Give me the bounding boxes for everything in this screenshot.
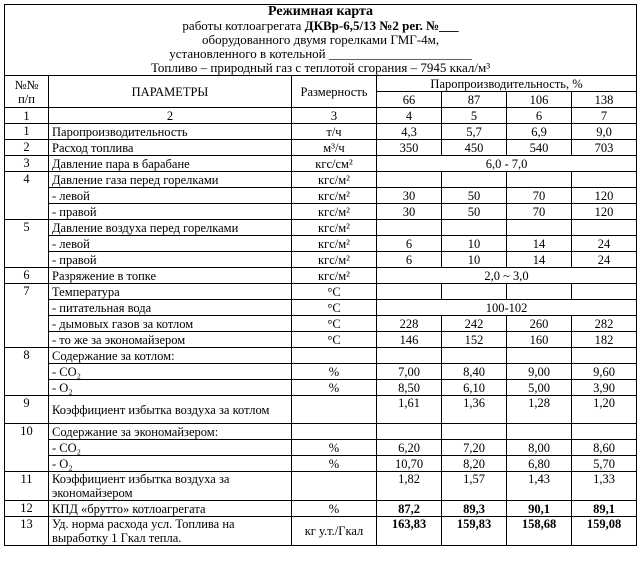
unit-cell: % xyxy=(292,501,377,517)
param-subitem: - левой xyxy=(49,236,292,252)
unit-cell: кгс/см² xyxy=(292,156,377,172)
value-cell: 260 xyxy=(507,316,572,332)
unit-cell: кгс/м² xyxy=(292,220,377,236)
value-cell: 30 xyxy=(377,204,442,220)
unit-cell: м³/ч xyxy=(292,140,377,156)
unit-cell: кгс/м² xyxy=(292,252,377,268)
param-subitem: - левой xyxy=(49,188,292,204)
row-number: 8 xyxy=(5,348,49,396)
empty-cell xyxy=(507,284,572,300)
param-row xyxy=(5,332,637,348)
empty-cell xyxy=(442,220,507,236)
row-number: 9 xyxy=(5,396,49,424)
param-name: Разряжение в топке xyxy=(49,268,292,284)
range-value: 100-102 xyxy=(377,300,637,316)
param-row xyxy=(5,456,637,472)
param-row xyxy=(5,424,637,440)
value-cell: 7,00 xyxy=(377,364,442,380)
param-name: Коэффициент избытка воздуха за экономайзером xyxy=(49,472,292,501)
value-cell: 14 xyxy=(507,236,572,252)
value-cell: 4,3 xyxy=(377,124,442,140)
header-row xyxy=(5,5,637,76)
param-row xyxy=(5,140,637,156)
row-number: 2 xyxy=(5,140,49,156)
row-number: 13 xyxy=(5,517,49,546)
value-cell: 8,60 xyxy=(572,440,637,456)
row-number: 11 xyxy=(5,472,49,501)
value-cell: 350 xyxy=(377,140,442,156)
param-subitem: - СО₂ xyxy=(49,364,292,380)
unit-cell: °С xyxy=(292,300,377,316)
value-cell: 7,20 xyxy=(442,440,507,456)
param-name: Расход топлива xyxy=(49,140,292,156)
value-cell: 24 xyxy=(572,252,637,268)
row-number: 5 xyxy=(5,220,49,268)
param-subitem: - правой xyxy=(49,204,292,220)
value-cell: 9,00 xyxy=(507,364,572,380)
param-row xyxy=(5,440,637,456)
header-line-1-prefix: работы котлоагрегата xyxy=(182,18,302,33)
unit-cell: кг у.т./Гкал xyxy=(292,517,377,546)
row-number: 3 xyxy=(5,156,49,172)
param-subitem: - правой xyxy=(49,252,292,268)
unit-cell: т/ч xyxy=(292,124,377,140)
empty-cell xyxy=(377,284,442,300)
value-cell: 159,83 xyxy=(442,517,507,546)
range-value: 2,0 ~ 3,0 xyxy=(377,268,637,284)
load-106: 106 xyxy=(507,92,572,108)
empty-cell xyxy=(377,220,442,236)
value-cell: 10 xyxy=(442,252,507,268)
empty-cell xyxy=(377,172,442,188)
col-params-header: ПАРАМЕТРЫ xyxy=(49,76,292,108)
value-cell: 8,50 xyxy=(377,380,442,396)
value-cell: 160 xyxy=(507,332,572,348)
header-line-4: Топливо – природный газ с теплотой сгорания – 7945 ккал/м³ xyxy=(150,60,491,75)
index-cell: 1 xyxy=(5,108,49,124)
row-number: 10 xyxy=(5,424,49,472)
param-row xyxy=(5,300,637,316)
value-cell: 1,82 xyxy=(377,472,442,501)
index-cell: 6 xyxy=(507,108,572,124)
param-row xyxy=(5,156,637,172)
param-name: Давление газа перед горелками xyxy=(49,172,292,188)
param-row xyxy=(5,316,637,332)
value-cell: 6,9 xyxy=(507,124,572,140)
value-cell: 50 xyxy=(442,204,507,220)
value-cell: 8,20 xyxy=(442,456,507,472)
value-cell: 89,3 xyxy=(442,501,507,517)
value-cell: 1,36 xyxy=(442,396,507,424)
value-cell: 163,83 xyxy=(377,517,442,546)
param-subitem: - то же за экономайзером xyxy=(49,332,292,348)
param-name: Температура xyxy=(49,284,292,300)
load-138: 138 xyxy=(572,92,637,108)
value-cell: 9,0 xyxy=(572,124,637,140)
index-cell: 5 xyxy=(442,108,507,124)
card-title: Режимная карта xyxy=(268,4,374,19)
value-cell: 50 xyxy=(442,188,507,204)
empty-cell xyxy=(442,424,507,440)
index-cell: 7 xyxy=(572,108,637,124)
range-value: 6,0 - 7,0 xyxy=(377,156,637,172)
unit-cell xyxy=(292,472,377,501)
param-row xyxy=(5,364,637,380)
param-name: Коэффициент избытка воздуха за котлом xyxy=(49,396,292,424)
value-cell: 3,90 xyxy=(572,380,637,396)
row-number: 4 xyxy=(5,172,49,220)
index-cell: 2 xyxy=(49,108,292,124)
value-cell: 182 xyxy=(572,332,637,348)
col-productivity-header: Паропроизводительность, % xyxy=(377,76,637,92)
index-cell: 3 xyxy=(292,108,377,124)
value-cell: 14 xyxy=(507,252,572,268)
unit-cell: кгс/м² xyxy=(292,268,377,284)
unit-cell: % xyxy=(292,456,377,472)
value-cell: 6 xyxy=(377,236,442,252)
param-subitem: - СО₂ xyxy=(49,440,292,456)
param-subitem: - О₂ xyxy=(49,380,292,396)
value-cell: 5,7 xyxy=(442,124,507,140)
unit-cell: кгс/м² xyxy=(292,188,377,204)
param-row xyxy=(5,348,637,364)
empty-cell xyxy=(507,172,572,188)
value-cell: 87,2 xyxy=(377,501,442,517)
empty-cell xyxy=(442,172,507,188)
col-unit-header: Размерность xyxy=(292,76,377,108)
param-row xyxy=(5,268,637,284)
column-header-row xyxy=(5,76,637,92)
value-cell: 24 xyxy=(572,236,637,252)
param-row xyxy=(5,236,637,252)
empty-cell xyxy=(572,424,637,440)
value-cell: 146 xyxy=(377,332,442,348)
header-line-2: оборудованного двумя горелками ГМГ-4м, xyxy=(202,32,440,47)
unit-cell: % xyxy=(292,364,377,380)
param-row xyxy=(5,380,637,396)
col-num-header: №№ п/п xyxy=(5,76,49,108)
value-cell: 158,68 xyxy=(507,517,572,546)
param-row xyxy=(5,472,637,501)
value-cell: 5,70 xyxy=(572,456,637,472)
param-row xyxy=(5,188,637,204)
param-subitem: - О₂ xyxy=(49,456,292,472)
value-cell: 1,61 xyxy=(377,396,442,424)
param-row xyxy=(5,501,637,517)
value-cell: 450 xyxy=(442,140,507,156)
unit-cell: кгс/м² xyxy=(292,172,377,188)
index-cell: 4 xyxy=(377,108,442,124)
regime-table xyxy=(4,4,637,546)
param-row xyxy=(5,517,637,546)
value-cell: 8,00 xyxy=(507,440,572,456)
param-row xyxy=(5,124,637,140)
param-row xyxy=(5,396,637,424)
empty-cell xyxy=(572,284,637,300)
param-name: КПД «брутто» котлоагрегата xyxy=(49,501,292,517)
load-66: 66 xyxy=(377,92,442,108)
value-cell: 703 xyxy=(572,140,637,156)
empty-cell xyxy=(442,284,507,300)
value-cell: 6 xyxy=(377,252,442,268)
index-row xyxy=(5,108,637,124)
value-cell: 540 xyxy=(507,140,572,156)
unit-cell: кгс/м² xyxy=(292,236,377,252)
header-line-3: установленного в котельной ______________________ xyxy=(169,46,472,61)
value-cell: 30 xyxy=(377,188,442,204)
value-cell: 70 xyxy=(507,204,572,220)
unit-cell xyxy=(292,396,377,424)
param-name: Давление воздуха перед горелками xyxy=(49,220,292,236)
param-name: Паропроизводительность xyxy=(49,124,292,140)
value-cell: 10,70 xyxy=(377,456,442,472)
value-cell: 120 xyxy=(572,204,637,220)
value-cell: 1,43 xyxy=(507,472,572,501)
unit-cell xyxy=(292,424,377,440)
param-subitem: - питательная вода xyxy=(49,300,292,316)
value-cell: 228 xyxy=(377,316,442,332)
value-cell: 1,20 xyxy=(572,396,637,424)
value-cell: 10 xyxy=(442,236,507,252)
value-cell: 282 xyxy=(572,316,637,332)
value-cell: 9,60 xyxy=(572,364,637,380)
regime-card xyxy=(4,4,636,546)
param-row xyxy=(5,220,637,236)
param-subitem: - дымовых газов за котлом xyxy=(49,316,292,332)
value-cell: 6,20 xyxy=(377,440,442,456)
value-cell: 6,10 xyxy=(442,380,507,396)
empty-cell xyxy=(572,220,637,236)
empty-cell xyxy=(507,348,572,364)
unit-cell: % xyxy=(292,440,377,456)
empty-cell xyxy=(377,424,442,440)
empty-cell xyxy=(507,220,572,236)
empty-cell xyxy=(572,172,637,188)
empty-cell xyxy=(442,348,507,364)
unit-cell: % xyxy=(292,380,377,396)
empty-cell xyxy=(572,348,637,364)
load-87: 87 xyxy=(442,92,507,108)
value-cell: 5,00 xyxy=(507,380,572,396)
value-cell: 1,57 xyxy=(442,472,507,501)
value-cell: 120 xyxy=(572,188,637,204)
value-cell: 242 xyxy=(442,316,507,332)
param-row xyxy=(5,252,637,268)
value-cell: 6,80 xyxy=(507,456,572,472)
unit-cell: кгс/м² xyxy=(292,204,377,220)
header-block xyxy=(5,5,637,76)
param-row xyxy=(5,204,637,220)
empty-cell xyxy=(377,348,442,364)
row-number: 12 xyxy=(5,501,49,517)
param-name: Уд. норма расхода усл. Топлива на выработку 1 Гкал тепла. xyxy=(49,517,292,546)
unit-cell: °С xyxy=(292,332,377,348)
row-number: 1 xyxy=(5,124,49,140)
value-cell: 89,1 xyxy=(572,501,637,517)
row-number: 6 xyxy=(5,268,49,284)
param-name: Содержание за экономайзером: xyxy=(49,424,292,440)
unit-cell: °С xyxy=(292,284,377,300)
param-name: Давление пара в барабане xyxy=(49,156,292,172)
row-number: 7 xyxy=(5,284,49,348)
value-cell: 70 xyxy=(507,188,572,204)
param-row xyxy=(5,172,637,188)
value-cell: 159,08 xyxy=(572,517,637,546)
unit-cell: °С xyxy=(292,316,377,332)
header-line-1 xyxy=(8,19,633,33)
value-cell: 1,28 xyxy=(507,396,572,424)
value-cell: 1,33 xyxy=(572,472,637,501)
value-cell: 152 xyxy=(442,332,507,348)
param-row xyxy=(5,284,637,300)
param-name: Содержание за котлом: xyxy=(49,348,292,364)
value-cell: 8,40 xyxy=(442,364,507,380)
unit-cell xyxy=(292,348,377,364)
empty-cell xyxy=(507,424,572,440)
value-cell: 90,1 xyxy=(507,501,572,517)
boiler-model: ДКВр-6,5/13 №2 рег. №___ xyxy=(304,18,459,33)
